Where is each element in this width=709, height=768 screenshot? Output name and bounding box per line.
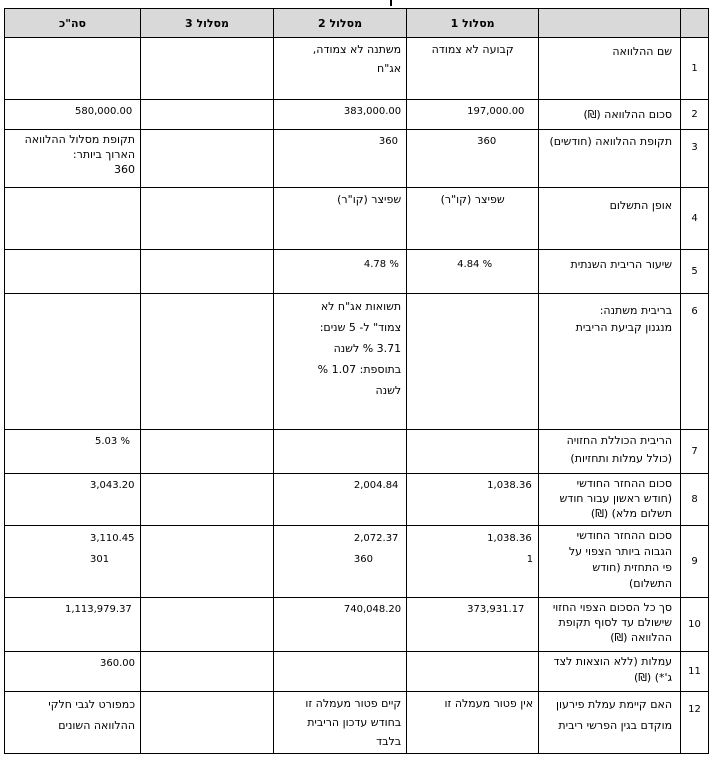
cell-line: בלבד [376, 735, 402, 748]
table-row [5, 526, 709, 598]
track1-cell: שפיצר (קו"ר) [407, 188, 539, 250]
row-number: 11 [681, 652, 709, 692]
row-label: תקופת ההלוואה (חודשים) [539, 130, 681, 188]
track1-cell: 4.84 % [407, 250, 539, 294]
cell-line: צמוד" ל- 5 שנים: [319, 321, 402, 334]
cell-line: ג'*) (₪) [634, 671, 673, 684]
track1-cell [407, 526, 539, 598]
total-cell [5, 526, 141, 598]
total-cell [5, 130, 141, 188]
total-header: סה"כ [5, 9, 141, 38]
total-cell: 360.00 [5, 652, 141, 692]
cell-line: שישולם עד לסוף תקופת [558, 616, 673, 629]
total-cell [5, 294, 141, 430]
row-label [539, 294, 681, 430]
track2-cell [273, 430, 406, 474]
track2-cell [273, 526, 406, 598]
table-row [5, 250, 709, 294]
row-label: שיעור הריבית השנתית [539, 250, 681, 294]
track2-cell [273, 38, 406, 100]
row-label [539, 652, 681, 692]
cell-line: 1,038.36 [487, 533, 532, 544]
cell-line: 2,072.37 [353, 533, 399, 544]
track1-cell: 360 [407, 130, 539, 188]
label-header [539, 9, 681, 38]
row-label [539, 526, 681, 598]
cell-line: 301 [90, 554, 110, 565]
cell-line: פי התחזית (חודש [592, 561, 673, 574]
cell-line: (כולל עמלות ותחזיות) [570, 452, 673, 465]
row-number: 9 [681, 526, 709, 598]
top-line-fragment [390, 0, 392, 6]
cell-line: 3.71 % לשנה [333, 342, 402, 355]
track2-cell [273, 652, 406, 692]
table-row [5, 474, 709, 526]
cell-line: סכום ההחזר החודשי [576, 529, 673, 542]
track1-cell [407, 430, 539, 474]
cell-line: הגבוה ביותר הצפוי על [568, 545, 673, 558]
total-cell: 1,113,979.37 [5, 598, 141, 652]
row-number: 12 [681, 692, 709, 754]
track3-cell [141, 130, 274, 188]
cell-line: ההלוואה (₪) [610, 631, 673, 644]
table-row [5, 652, 709, 692]
loan-comparison-table-wrapper [4, 8, 709, 754]
track2-cell: 740,048.20 [273, 598, 406, 652]
cell-line: בריבית משתנה: [599, 304, 673, 317]
cell-line: 1 [526, 554, 534, 565]
row-number: 8 [681, 474, 709, 526]
track3-cell [141, 526, 274, 598]
header-row [5, 9, 709, 38]
track3-cell [141, 294, 274, 430]
track1-cell [407, 294, 539, 430]
total-cell [5, 692, 141, 754]
cell-line: בחודש עדכון הריבית [307, 716, 402, 729]
cell-line: כמפורט לגבי חלקי [48, 698, 136, 711]
row-number: 2 [681, 100, 709, 130]
track1-header: מסלול 1 [407, 9, 539, 38]
row-number: 1 [681, 38, 709, 100]
total-cell [5, 250, 141, 294]
row-label: סכום ההלוואה (₪) [539, 100, 681, 130]
track3-cell [141, 430, 274, 474]
table-row [5, 692, 709, 754]
row-number: 4 [681, 188, 709, 250]
cell-line: הריבית הכוללת החזויה [566, 434, 673, 447]
table-row [5, 188, 709, 250]
table-row [5, 430, 709, 474]
track2-cell: 383,000.00 [273, 100, 406, 130]
cell-line: 360 [114, 163, 136, 176]
loan-comparison-table [4, 8, 709, 754]
cell-line: תשלום מלא) (₪) [590, 507, 673, 520]
cell-line: אג"ח [377, 62, 402, 75]
track3-cell [141, 250, 274, 294]
cell-line: מנגנון קביעת הריבית [575, 321, 673, 334]
row-label: אופן התשלום [539, 188, 681, 250]
cell-line: משתנה לא צמודה, [312, 43, 402, 56]
table-row [5, 38, 709, 100]
total-cell: 3,043.20 [5, 474, 141, 526]
track3-cell [141, 38, 274, 100]
cell-line: 360 [353, 554, 373, 565]
track3-cell [141, 598, 274, 652]
track3-cell [141, 188, 274, 250]
track2-header: מסלול 2 [273, 9, 406, 38]
row-label [539, 430, 681, 474]
cell-line: מוקדם בגין הפרשי ריבית [558, 719, 673, 732]
row-label [539, 692, 681, 754]
track2-cell [273, 692, 406, 754]
cell-line: 3,110.45 [90, 533, 135, 544]
cell-line: לשנה [375, 384, 402, 397]
track2-cell: 4.78 % [273, 250, 406, 294]
table-row [5, 100, 709, 130]
row-number: 6 [681, 294, 709, 430]
track1-cell: קבועה לא צמודה [407, 38, 539, 100]
cell-line: סכום ההחזר החודשי [576, 477, 673, 490]
track3-cell [141, 474, 274, 526]
track1-cell: 373,931.17 [407, 598, 539, 652]
track1-cell: 197,000.00 [407, 100, 539, 130]
total-cell [5, 188, 141, 250]
row-label: שם ההלוואה [539, 38, 681, 100]
table-row [5, 130, 709, 188]
total-cell: 5.03 % [5, 430, 141, 474]
cell-line: תשואות אג"ח לא [320, 300, 402, 313]
track3-header: מסלול 3 [141, 9, 274, 38]
track3-cell [141, 652, 274, 692]
row-label [539, 598, 681, 652]
track1-cell [407, 652, 539, 692]
cell-line: בתוספת: 1.07 % [317, 363, 402, 376]
cell-line: ההלוואה השונים [58, 719, 136, 732]
track3-cell [141, 692, 274, 754]
track3-cell [141, 100, 274, 130]
cell-line: האם קיימת עמלת פירעון [556, 698, 673, 711]
track2-cell: 360 [273, 130, 406, 188]
cell-line: (חודש ראשון עבור חודש [559, 492, 673, 505]
row-number: 5 [681, 250, 709, 294]
track2-cell [273, 294, 406, 430]
row-label [539, 474, 681, 526]
row-number: 10 [681, 598, 709, 652]
track1-cell: 1,038.36 [407, 474, 539, 526]
row-number-header [681, 9, 709, 38]
track2-cell: 2,004.84 [273, 474, 406, 526]
table-row [5, 294, 709, 430]
total-cell [5, 38, 141, 100]
track1-cell: אין פטור מעמלה זו [407, 692, 539, 754]
cell-line: תקופת מסלול ההלוואה [24, 133, 136, 146]
cell-line: הארוך ביותר: [72, 148, 136, 161]
table-row [5, 598, 709, 652]
row-number: 3 [681, 130, 709, 188]
cell-line: קיים פטור מעמלה זו [305, 697, 402, 710]
total-cell: 580,000.00 [5, 100, 141, 130]
track2-cell: שפיצר (קו"ר) [273, 188, 406, 250]
row-number: 7 [681, 430, 709, 474]
cell-line: סך כל הסכום הצפוי החזוי [552, 601, 673, 614]
cell-line: עמלות (ללא הוצאות לצד [553, 655, 673, 668]
cell-line: התשלום) [629, 577, 673, 590]
